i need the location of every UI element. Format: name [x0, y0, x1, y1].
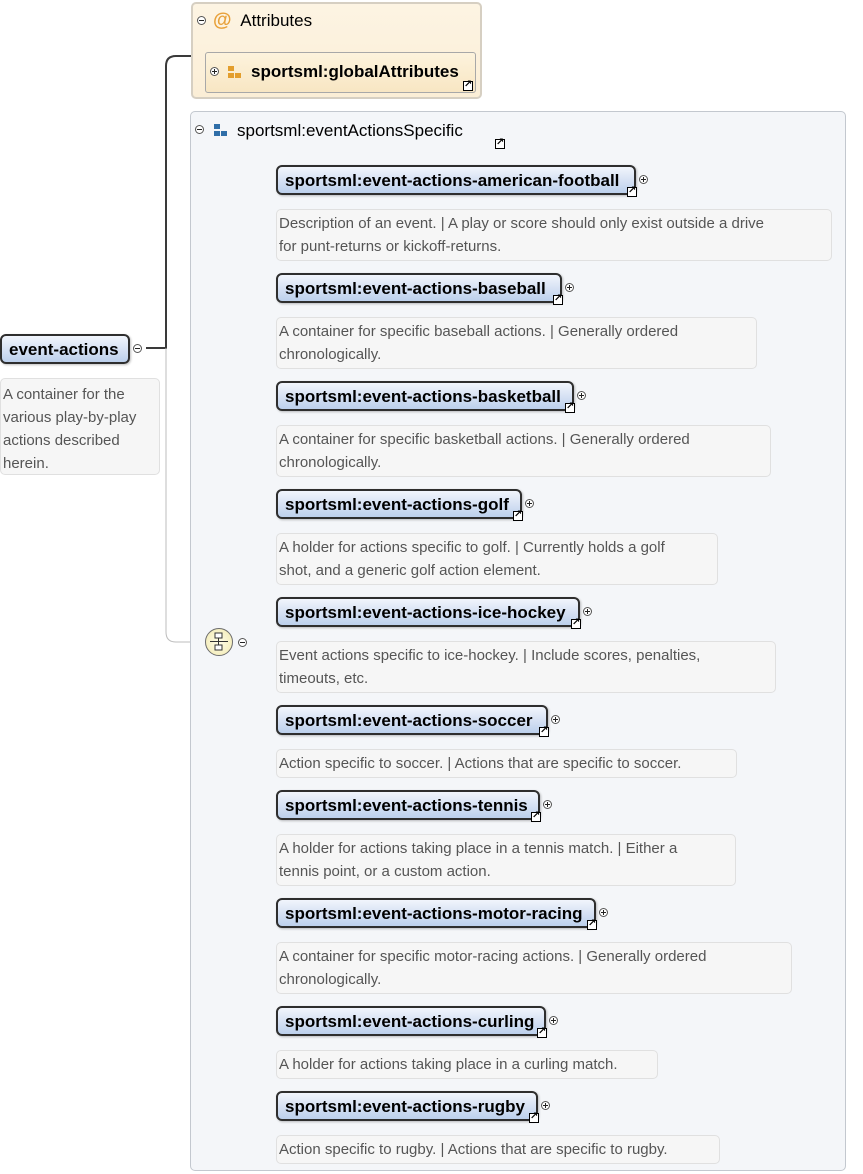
expand-toggle-icon[interactable] [583, 607, 592, 616]
expand-toggle-icon[interactable] [210, 67, 219, 76]
expand-toggle-icon[interactable] [541, 1101, 550, 1110]
child-documentation [276, 942, 792, 994]
child-element-label: sportsml:event-actions-soccer [285, 711, 533, 730]
child-element-label: sportsml:event-actions-tennis [285, 796, 528, 815]
attribute-group-box[interactable] [205, 52, 476, 93]
child-documentation [276, 834, 736, 886]
child-element-label: sportsml:event-actions-baseball [285, 279, 546, 298]
element-group-label: sportsml:eventActionsSpecific [237, 121, 463, 140]
doc-line: A holder for actions taking place in a curling match. [279, 1056, 618, 1073]
collapse-toggle-icon[interactable] [197, 16, 206, 25]
child-element-label: sportsml:event-actions-curling [285, 1012, 535, 1031]
root-documentation [0, 378, 160, 475]
doc-line: Event actions specific to ice-hockey. | Include scores, penalties, [279, 647, 701, 664]
child-element-label: sportsml:event-actions-golf [285, 495, 509, 514]
attribute-group-label: sportsml:globalAttributes [251, 62, 459, 81]
doc-line: tennis point, or a custom action. [279, 863, 491, 880]
expand-toggle-icon[interactable] [577, 391, 586, 400]
child-element-label: sportsml:event-actions-motor-racing [285, 904, 583, 923]
child-element-label: sportsml:event-actions-ice-hockey [285, 603, 566, 622]
doc-line: Description of an event. | A play or score should only exist outside a drive [279, 215, 764, 232]
group-collapse-toggle-icon[interactable] [195, 125, 204, 134]
child-element-label: sportsml:event-actions-rugby [285, 1097, 525, 1116]
expand-toggle-icon[interactable] [543, 800, 552, 809]
reference-arrow-icon[interactable] [539, 727, 549, 737]
doc-line: A container for specific basketball actions. | Generally ordered [279, 431, 690, 448]
reference-arrow-icon[interactable] [627, 187, 637, 197]
doc-line: herein. [3, 455, 49, 472]
doc-line: for punt-returns or kickoff-returns. [279, 238, 502, 255]
element-group-icon [214, 124, 228, 136]
expand-toggle-icon[interactable] [525, 499, 534, 508]
child-element-label: sportsml:event-actions-american-football [285, 171, 620, 190]
doc-line: chronologically. [279, 454, 382, 471]
child-element-label: sportsml:event-actions-basketball [285, 387, 561, 406]
expand-toggle-icon[interactable] [599, 908, 608, 917]
reference-arrow-icon[interactable] [587, 920, 597, 930]
child-element[interactable] [276, 1006, 546, 1036]
child-documentation [276, 1050, 658, 1079]
sequence-compositor-icon[interactable] [205, 628, 233, 656]
doc-line: Action specific to soccer. | Actions that are specific to soccer. [279, 755, 682, 772]
child-documentation [276, 317, 757, 369]
doc-line: A container for specific motor-racing actions. | Generally ordered [279, 948, 707, 965]
child-documentation [276, 425, 771, 477]
doc-line: A holder for actions specific to golf. | Currently holds a golf [279, 539, 665, 556]
reference-arrow-icon[interactable] [529, 1113, 539, 1123]
expand-toggle-icon[interactable] [549, 1016, 558, 1025]
reference-arrow-icon[interactable] [513, 511, 523, 521]
doc-line: timeouts, etc. [279, 670, 369, 687]
doc-line: chronologically. [279, 971, 382, 988]
child-element[interactable] [276, 1091, 538, 1121]
child-element[interactable] [276, 705, 548, 735]
doc-line: A holder for actions taking place in a tennis match. | Either a [279, 840, 678, 857]
doc-line: shot, and a generic golf action element. [279, 562, 541, 579]
at-icon: @ [213, 10, 232, 31]
reference-arrow-icon[interactable] [537, 1028, 547, 1038]
reference-arrow-icon[interactable] [463, 81, 473, 91]
doc-line: actions described [3, 432, 120, 449]
child-element[interactable] [276, 597, 580, 627]
group-reference-arrow-icon[interactable] [495, 139, 505, 149]
child-element[interactable] [276, 165, 636, 195]
root-element-label: event-actions [9, 340, 119, 359]
child-documentation [276, 1135, 720, 1164]
doc-line: various play-by-play [3, 409, 137, 426]
doc-line: chronologically. [279, 346, 382, 363]
attributes-header [213, 10, 312, 32]
child-documentation [276, 209, 832, 261]
child-element[interactable] [276, 273, 562, 303]
child-element[interactable] [276, 381, 574, 411]
reference-arrow-icon[interactable] [553, 295, 563, 305]
root-element-event-actions[interactable] [0, 334, 130, 364]
expand-toggle-icon[interactable] [551, 715, 560, 724]
attributes-panel [191, 2, 482, 99]
reference-arrow-icon[interactable] [531, 812, 541, 822]
child-element[interactable] [276, 790, 540, 820]
attributes-title: Attributes [240, 11, 313, 30]
doc-line: A container for specific baseball actions. | Generally ordered [279, 323, 679, 340]
compositor-collapse-toggle-icon[interactable] [238, 638, 247, 647]
doc-line: Action specific to rugby. | Actions that are specific to rugby. [279, 1141, 668, 1158]
child-documentation [276, 641, 776, 693]
reference-arrow-icon[interactable] [565, 403, 575, 413]
child-element[interactable] [276, 489, 522, 519]
root-collapse-toggle-icon[interactable] [133, 344, 142, 353]
expand-toggle-icon[interactable] [565, 283, 574, 292]
reference-arrow-icon[interactable] [571, 619, 581, 629]
child-documentation [276, 749, 737, 778]
child-documentation [276, 533, 718, 585]
attribute-group-icon [228, 66, 242, 78]
doc-line: A container for the [3, 386, 125, 403]
expand-toggle-icon[interactable] [639, 175, 648, 184]
child-element[interactable] [276, 898, 596, 928]
